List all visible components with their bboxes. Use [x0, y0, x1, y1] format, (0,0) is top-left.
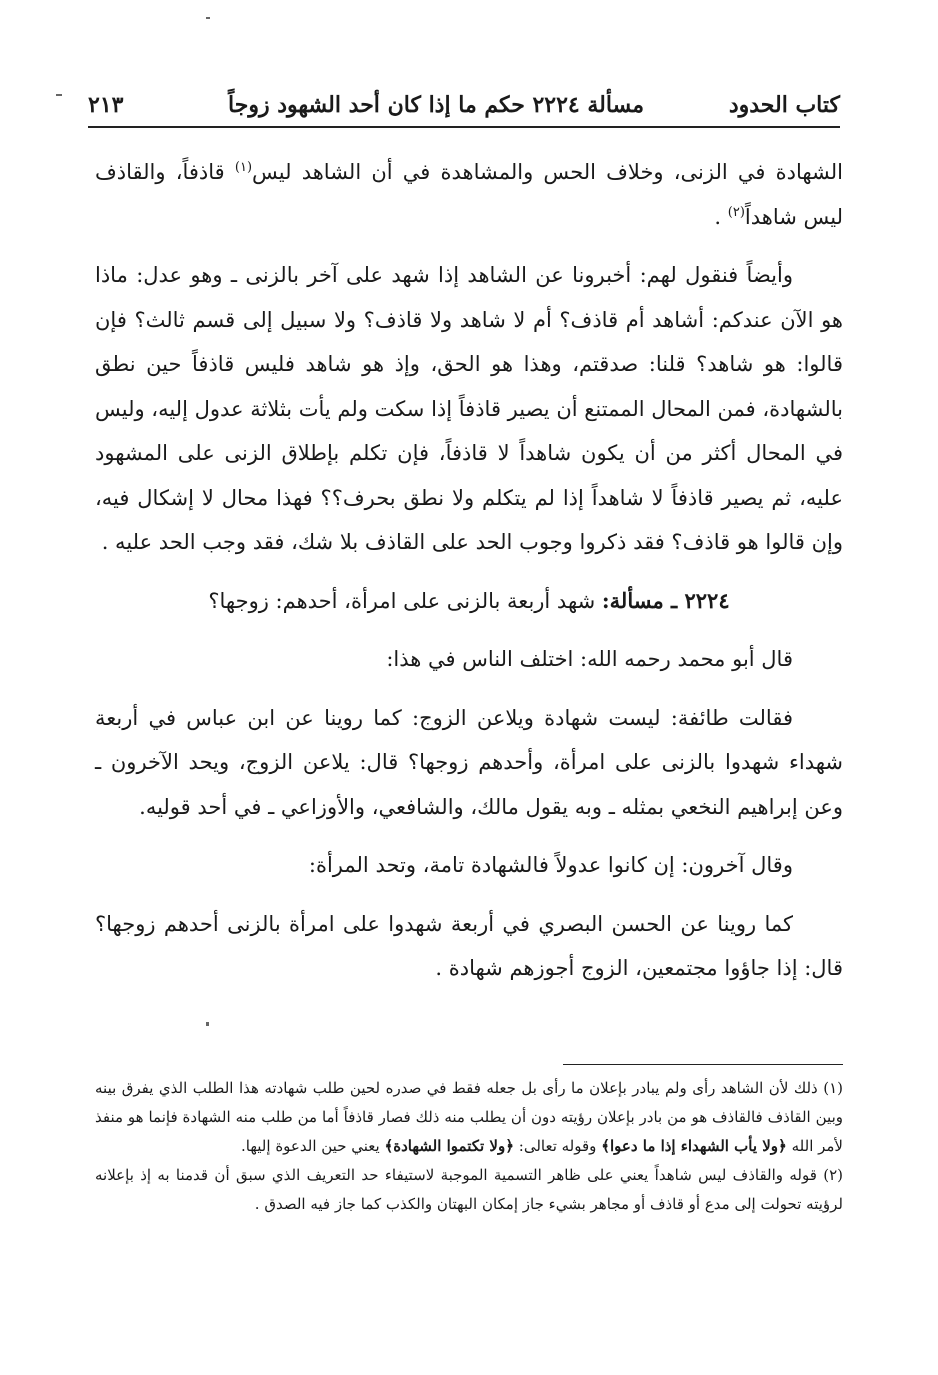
scan-speck	[206, 17, 210, 19]
issue-text: شهد أربعة بالزنى على امرأة، أحدهم: زوجها؟	[208, 588, 602, 613]
paragraph-1-text-a: الشهادة في الزنى، وخلاف الحس والمشاهدة في أن الشاهد ليس	[252, 160, 843, 184]
paragraph-6: كما روينا عن الحسن البصري في أربعة شهدوا على امرأة بالزنى أحدهم زوجها؟ قال: إذا جاؤوا مجتمعين، الزوج أجوزهم شهادة .	[95, 911, 843, 980]
book-title: كتاب الحدود	[728, 92, 840, 118]
paragraph-2: وأيضاً فنقول لهم: أخبرونا عن الشاهد إذا شهد على آخر بالزنى ـ وهو عدل: ماذا هو الآن عندكم: أشاهد أم قاذف؟ أم لا شاهد ولا قاذف؟ ولا سبيل إلى قسم ثالث؟ فإن قالوا: هو شاهد؟ قلنا: صدقتم، وهذا هو الحق، وإذ هو شاهد فليس قاذفاً حين نطق بالشهادة، فمن المحال الممتنع أن يصير قاذفاً إذا سكت ولم يأت بثلاثة عدول إليه، وليس في المحال أكثر من أن يكون شاهداً لا قاذفاً، فإن تكلم بإطلاق الزنى على المشهود عليه، ثم يصير قاذفاً لا شاهداً إذا لم يتكلم ولا نطق بحرف؟؟ فهذا محال لا إشكال فيه، وإن قالوا هو قاذف؟ فقد ذكروا وجوب الحد على القاذف بلا شك، فقد وجب الحد عليه .	[94, 263, 843, 554]
footnote-separator	[563, 1064, 843, 1065]
footnote-1-text-b: وقوله تعالى:	[514, 1137, 602, 1155]
issue-title: مسألة ٢٢٢٤ حكم ما إذا كان أحد الشهود زوجاً	[228, 92, 644, 118]
footnote-1-text-c: يعني حين الدعوة إليها.	[241, 1137, 385, 1155]
paragraph-1-text-c: .	[714, 204, 728, 229]
footnote-2: (٢) قوله والقاذف ليس شاهداً يعني على ظاهر التسمية الموجبة لاستيفاء حد التعريف الذي سبق أن قدمنا به إذ بإعلانه لرؤيته تحولت إلى مدع أو قاذف أو مجاهر بشيء جاز إمكان البهتان والكذب كما جاز فيه الصدق .	[95, 1166, 843, 1213]
footnotes	[95, 1074, 843, 1219]
scan-speck	[206, 1022, 209, 1026]
issue-label: ٢٢٢٤ ـ مسألة:	[601, 587, 730, 613]
header-rule	[88, 126, 840, 128]
footnote-1-quran-2: ﴿ولا تكتموا الشهادة﴾	[384, 1137, 514, 1155]
footnote-1-quran-1: ﴿ولا يأب الشهداء إذا ما دعوا﴾	[601, 1137, 787, 1155]
paragraph-1	[95, 150, 843, 239]
footnote-ref-1: (١)	[234, 160, 253, 175]
footnote-ref-2: (٢)	[727, 204, 745, 220]
running-header	[88, 88, 840, 128]
footnote-1-text-a: (١) ذلك لأن الشاهد رأى ولم يبادر بإعلان ما رأى بل جعله فقط في صدره لحين طلب شهادته هذا الطلب الذي يفرق بينه وبين القاذف فالقاذف هو من بادر بإعلان رؤيته دون أن يطلب منه ذلك فصار قاذفاً أما من طلب منه الشهادة فإنما هو منفذ لأمر الله	[95, 1079, 843, 1155]
page-number: ٢١٣	[88, 92, 124, 118]
paragraph-4: فقالت طائفة: ليست شهادة ويلاعن الزوج: كما روينا عن ابن عباس في أربعة شهداء شهدوا بالزنى على امرأة، وأحدهم زوجها؟ قال: يلاعن الزوج، ويحد الآخرون ـ وعن إبراهيم النخعي بمثله ـ وبه يقول مالك، والشافعي، والأوزاعي ـ في أحد قوليه.	[95, 705, 843, 819]
paragraph-5: وقال آخرون: إن كانوا عدولاً فالشهادة تامة، وتحد المرأة:	[308, 853, 793, 877]
issue-heading	[95, 579, 843, 624]
main-text	[95, 150, 843, 991]
scan-speck	[56, 94, 62, 96]
paragraph-3: قال أبو محمد رحمه الله: اختلف الناس في هذا:	[386, 647, 793, 671]
paragraph-1-text-b: قاذفاً، والقاذف ليس شاهداً	[95, 160, 843, 229]
footnote-1	[95, 1074, 843, 1161]
